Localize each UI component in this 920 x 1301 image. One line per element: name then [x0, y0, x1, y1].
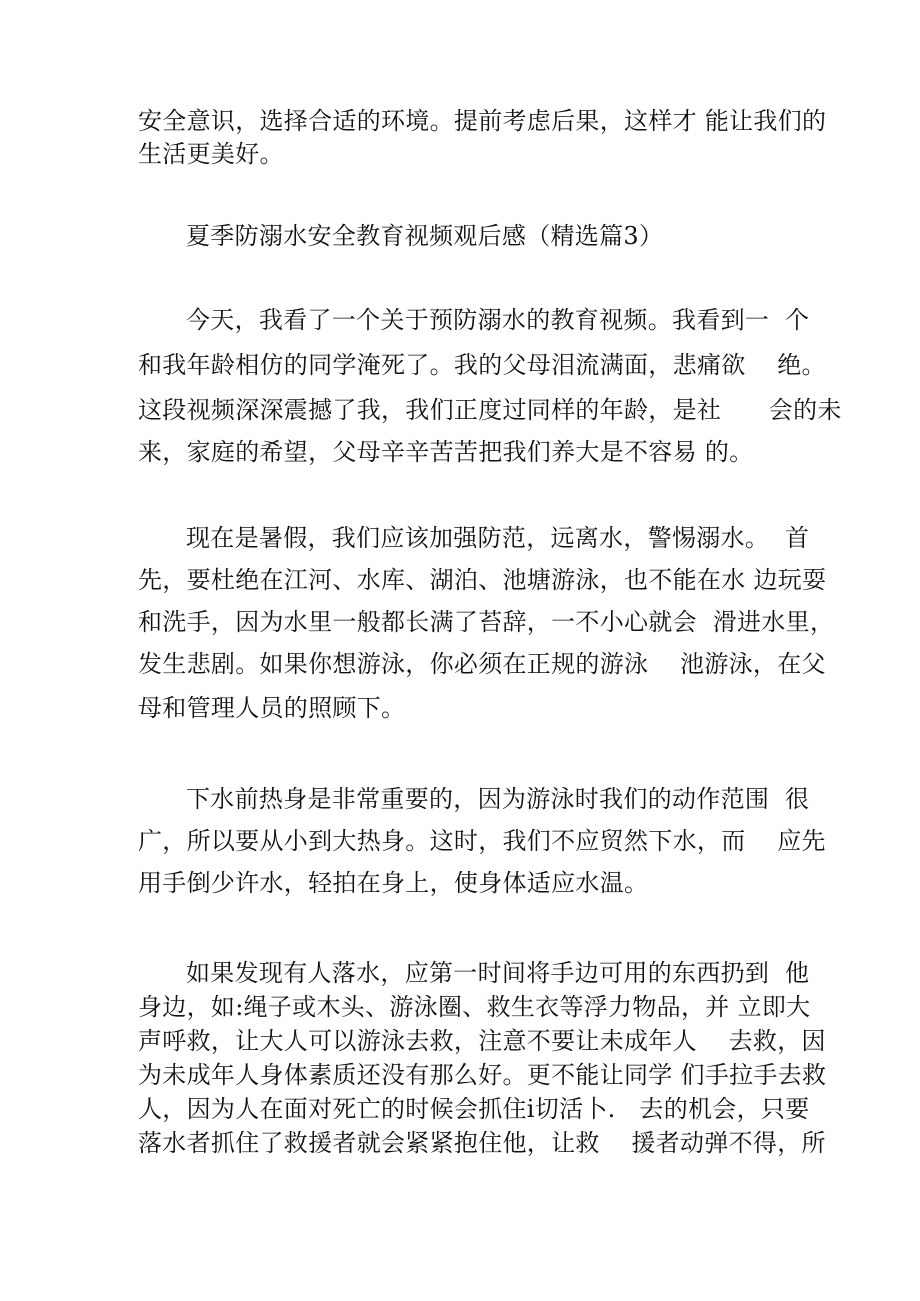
paragraph2-line-3: 和洗手，因为水里一般都长满了苔辞，一不小心就会 滑进水里，	[138, 608, 835, 636]
intro-line-1: 安全意识，选择合适的环境。提前考虑后果，这样才 能让我们的	[138, 107, 827, 135]
paragraph4-line-2: 身边，如:绳子或木头、游泳圈、救生衣等浮力物品，并 立即大	[138, 993, 811, 1021]
paragraph4-line-6: 落水者抓住了救援者就会紧紧抱住他，让救 援者动弹不得，所	[138, 1129, 826, 1157]
paragraph3-line-2: 广，所以要从小到大热身。这时，我们不应贸然下水，而 应先	[138, 827, 826, 855]
paragraph1-line-4: 来，家庭的希望，父母辛辛苦苦把我们养大是不容易 的。	[138, 438, 754, 466]
paragraph2-line-4: 发生悲剧。如果你想游泳，你必须在正规的游泳 池游泳，在父	[138, 650, 826, 678]
paragraph1-line-2: 和我年龄相仿的同学淹死了。我的父母泪流满面，悲痛欲 绝。	[138, 351, 826, 379]
paragraph1-line-3: 这段视频深深震撼了我，我们正度过同样的年龄，是社 会的未	[138, 396, 842, 424]
intro-line-2: 生活更美好。	[138, 140, 284, 168]
paragraph4-line-1: 如果发现有人落水，应第一时间将手边可用的东西扔到 他	[186, 959, 810, 987]
paragraph2-line-1: 现在是暑假，我们应该加强防范，远离水，警惕溺水。 首	[186, 524, 810, 552]
paragraph2-line-5: 母和管理人员的照顾下。	[138, 694, 406, 722]
paragraph4-line-5: 人，因为人在面对死亡的时候会抓住i切活卜. 去的机会，只要	[138, 1095, 810, 1123]
paragraph4-line-4: 为未成年人身体素质还没有那么好。更不能让同学 们手拉手去救	[138, 1061, 827, 1089]
section-title: 夏季防溺水安全教育视频观后感（精选篇3）	[186, 222, 664, 250]
paragraph3-line-3: 用手倒少许水，轻拍在身上，使身体适应水温。	[138, 869, 649, 897]
paragraph2-line-2: 先，要杜绝在江河、水库、湖泊、池塘游泳，也不能在水 边玩耍	[138, 566, 827, 594]
paragraph4-line-3: 声呼救，让大人可以游泳去救，注意不要让未成年人 去救，因	[138, 1027, 826, 1055]
paragraph3-line-1: 下水前热身是非常重要的，因为游泳时我们的动作范围 很	[186, 785, 810, 813]
paragraph1-line-1: 今天，我看了一个关于预防溺水的教育视频。我看到一 个	[186, 306, 810, 334]
